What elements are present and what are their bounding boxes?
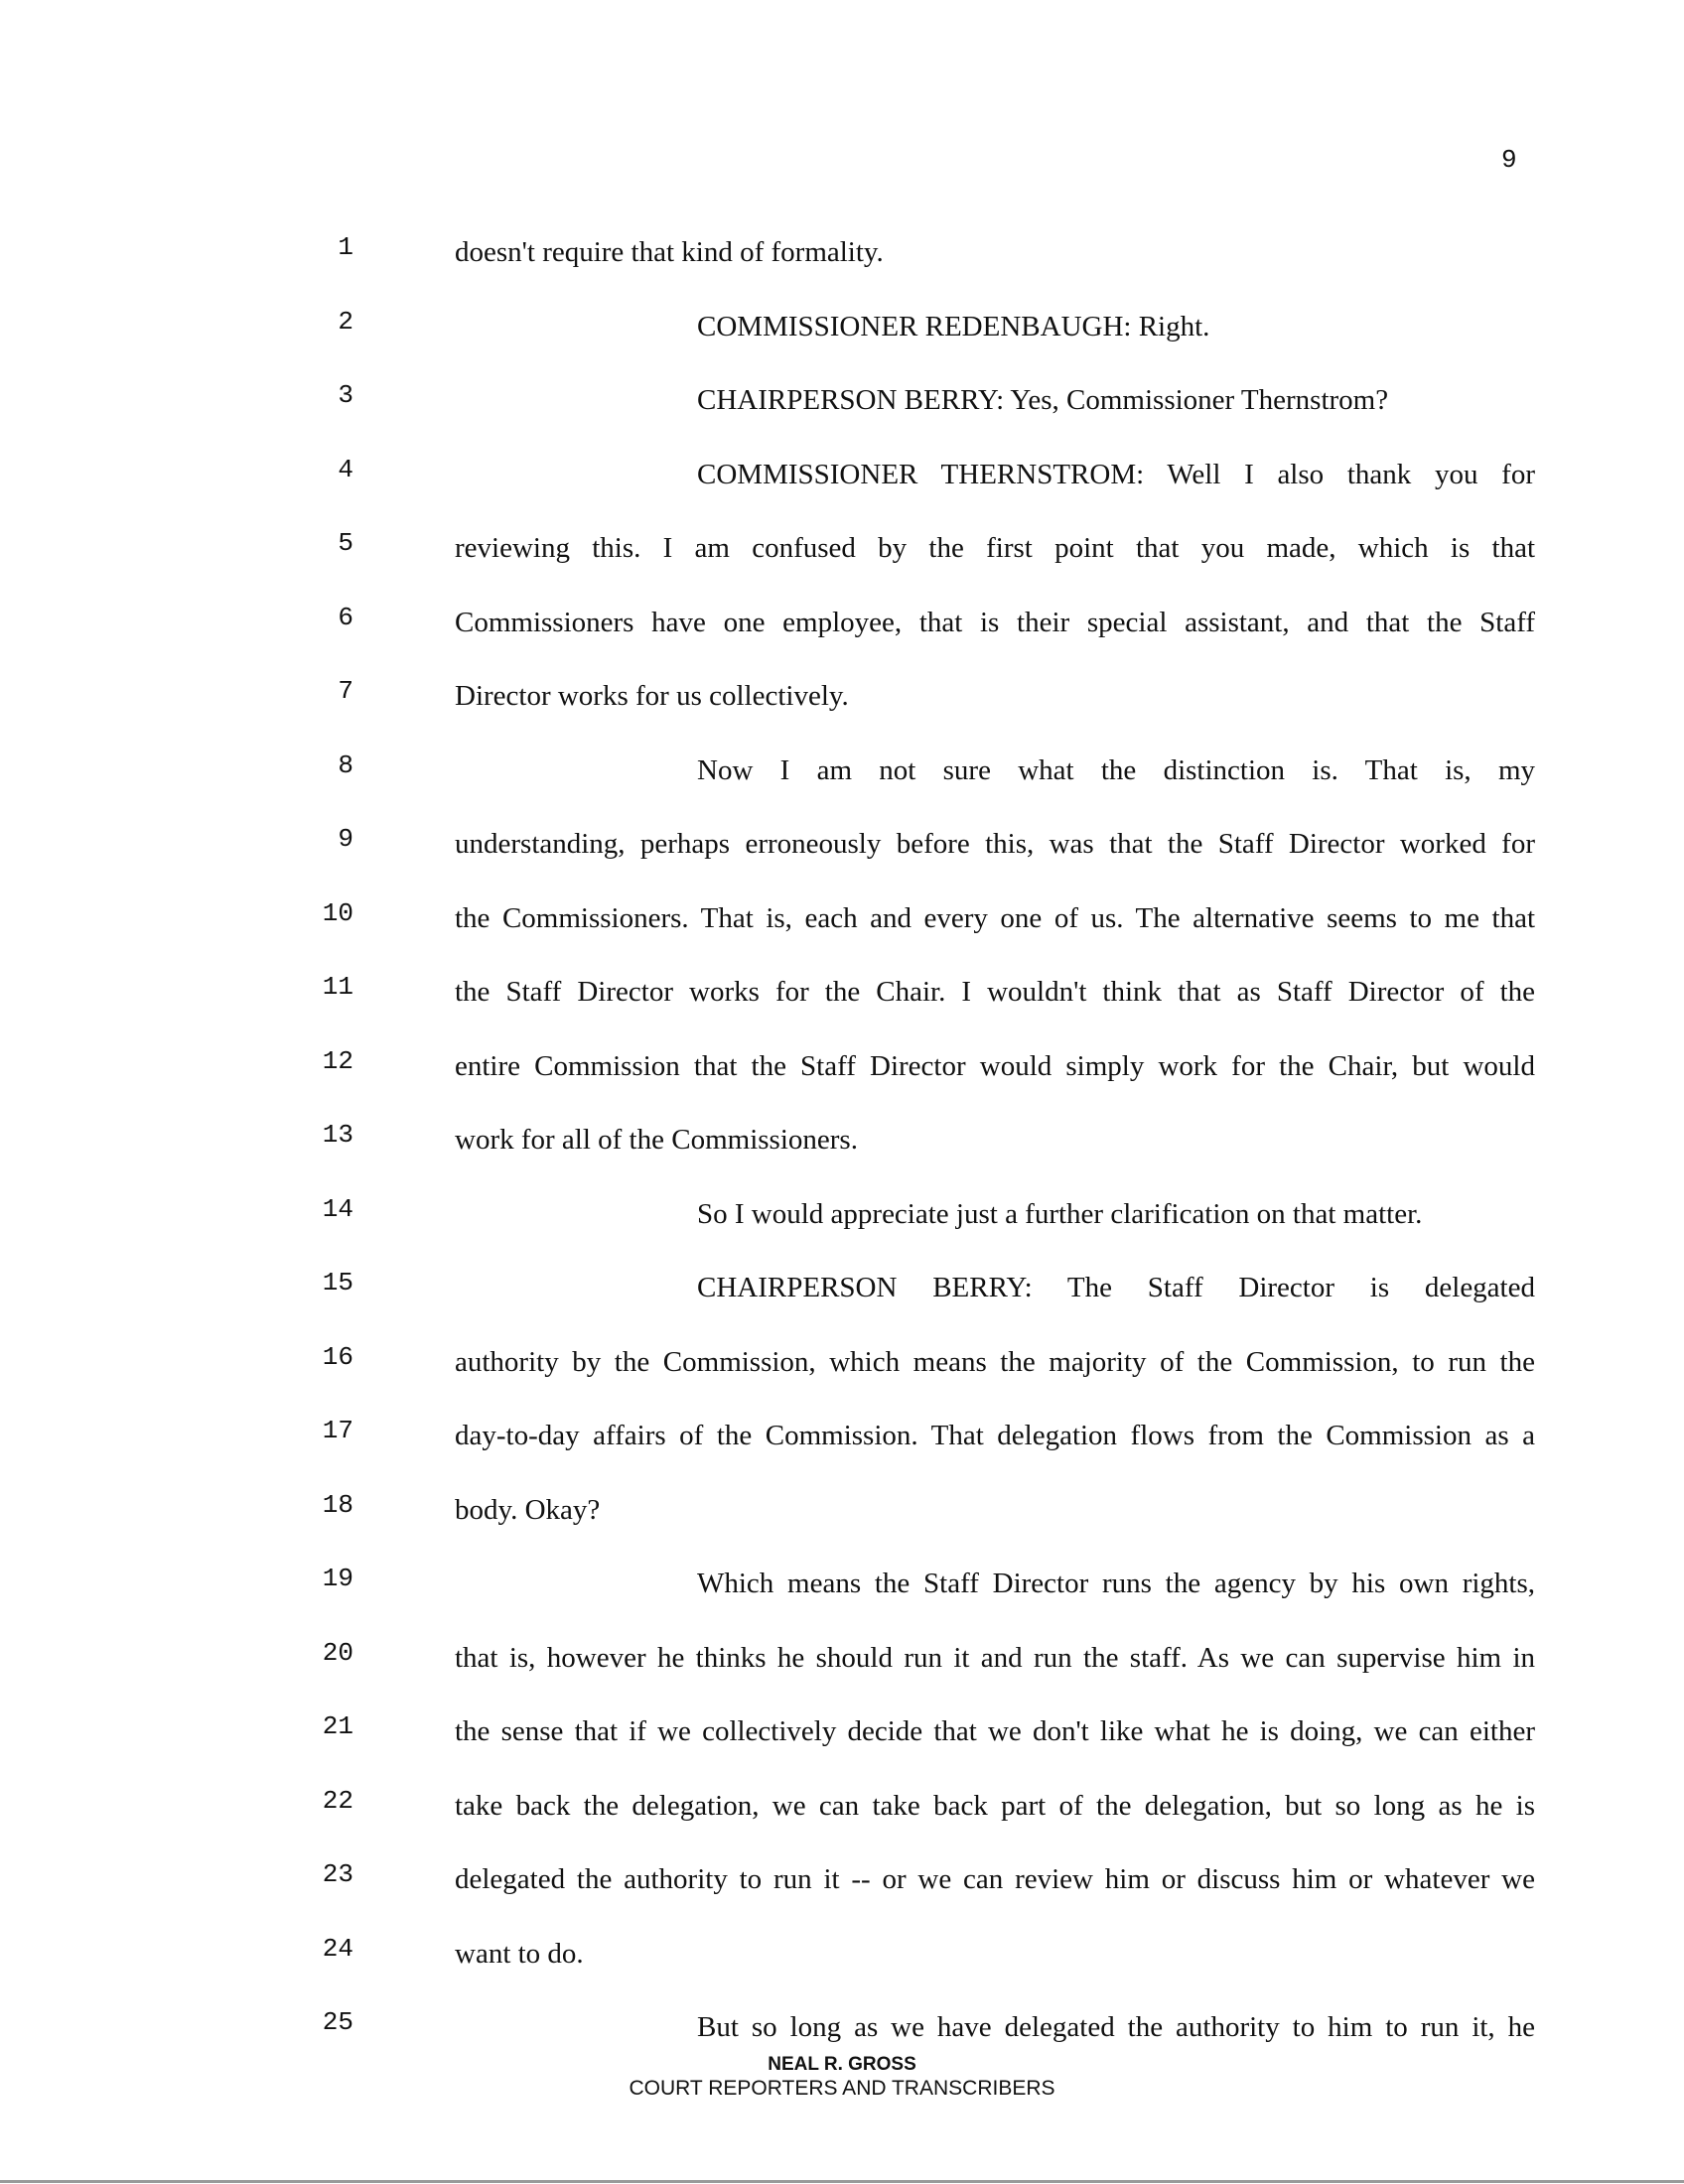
- line-text: that is, however he thinks he should run it and run the staff. As we can supervise him in: [455, 1641, 1535, 1674]
- transcript-line: [0, 224, 1684, 299]
- transcript-line: [0, 964, 1684, 1038]
- transcript-line: [0, 1334, 1684, 1409]
- transcript-body: [0, 224, 1684, 2074]
- line-text: take back the delegation, we can take back part of the delegation, but so long as he is: [455, 1789, 1535, 1822]
- line-number: 8: [338, 750, 353, 780]
- line-number: 21: [322, 1711, 353, 1741]
- transcript-line: [0, 447, 1684, 521]
- transcript-line: [0, 1482, 1684, 1557]
- transcript-line: [0, 520, 1684, 595]
- line-text: COMMISSIONER REDENBAUGH: Right.: [697, 310, 1210, 342]
- line-number: 20: [322, 1637, 353, 1668]
- line-text: understanding, perhaps erroneously before this, was that the Staff Director worked for: [455, 828, 1535, 860]
- transcript-line: [0, 372, 1684, 447]
- transcript-line: [0, 1926, 1684, 2000]
- line-text: CHAIRPERSON BERRY: Yes, Commissioner Thernstrom?: [697, 384, 1389, 416]
- line-text: doesn't require that kind of formality.: [455, 236, 884, 268]
- transcript-line: [0, 816, 1684, 890]
- line-number: 18: [322, 1489, 353, 1520]
- line-number: 3: [338, 380, 353, 410]
- transcript-line: [0, 1851, 1684, 1926]
- line-number: 16: [322, 1341, 353, 1372]
- line-number: 14: [322, 1193, 353, 1224]
- page-number: 9: [1501, 145, 1517, 175]
- line-number: 15: [322, 1268, 353, 1297]
- line-number: 13: [322, 1120, 353, 1150]
- line-text: But so long as we have delegated the authority to him to run it, he: [697, 2011, 1535, 2043]
- line-text: Which means the Staff Director runs the agency by his own rights,: [697, 1568, 1535, 1599]
- transcript-line: [0, 1260, 1684, 1334]
- line-text: want to do.: [455, 1937, 584, 1970]
- transcript-line: [0, 743, 1684, 817]
- line-text: Director works for us collectively.: [455, 680, 849, 712]
- line-text: body. Okay?: [455, 1493, 601, 1526]
- line-number: 23: [322, 1859, 353, 1889]
- transcript-line: [0, 1778, 1684, 1852]
- transcript-line: [0, 1630, 1684, 1705]
- line-text: entire Commission that the Staff Director would simply work for the Chair, but would: [455, 1049, 1535, 1082]
- footer-reporter-subtitle: COURT REPORTERS AND TRANSCRIBERS: [629, 2077, 1055, 2100]
- transcript-line: [0, 668, 1684, 743]
- transcript-line: [0, 1038, 1684, 1113]
- line-number: 6: [338, 602, 353, 632]
- line-number: 17: [322, 1416, 353, 1445]
- line-number: 4: [338, 454, 353, 484]
- transcript-line: [0, 595, 1684, 669]
- footer: [0, 2053, 1684, 2101]
- bottom-rule: [0, 2180, 1684, 2183]
- line-text: CHAIRPERSON BERRY: The Staff Director is delegated: [697, 1272, 1535, 1303]
- line-text: So I would appreciate just a further clarification on that matter.: [697, 1197, 1423, 1230]
- line-text: authority by the Commission, which means the majority of the Commission, to run the: [455, 1345, 1535, 1378]
- line-number: 22: [322, 1785, 353, 1816]
- transcript-line: [0, 1186, 1684, 1261]
- line-number: 24: [322, 1933, 353, 1964]
- line-text: reviewing this. I am confused by the first point that you made, which is that: [455, 532, 1535, 564]
- line-text: Commissioners have one employee, that is their special assistant, and that the Staff: [455, 606, 1535, 638]
- line-text: COMMISSIONER THERNSTROM: Well I also thank you for: [697, 458, 1535, 490]
- line-text: Now I am not sure what the distinction is. That is, my: [697, 753, 1535, 786]
- line-text: the Commissioners. That is, each and every one of us. The alternative seems to me that: [455, 901, 1535, 934]
- transcript-line: [0, 1704, 1684, 1778]
- line-text: delegated the authority to run it -- or we can review him or discuss him or whatever we: [455, 1863, 1535, 1895]
- line-text: day-to-day affairs of the Commission. That delegation flows from the Commission as a: [455, 1420, 1535, 1451]
- line-text: the sense that if we collectively decide that we don't like what he is doing, we can either: [455, 1715, 1535, 1747]
- transcript-line: [0, 1556, 1684, 1630]
- line-number: 10: [322, 897, 353, 928]
- line-number: 12: [322, 1045, 353, 1076]
- line-number: 2: [338, 306, 353, 337]
- line-number: 7: [338, 676, 353, 706]
- line-text: work for all of the Commissioners.: [455, 1124, 858, 1156]
- line-number: 11: [322, 972, 353, 1002]
- line-number: 1: [338, 232, 353, 262]
- transcript-line: [0, 1112, 1684, 1186]
- transcript-line: [0, 1408, 1684, 1482]
- transcript-line: [0, 299, 1684, 373]
- line-number: 19: [322, 1564, 353, 1593]
- line-number: 25: [322, 2007, 353, 2037]
- line-number: 9: [338, 824, 353, 854]
- transcript-line: [0, 890, 1684, 965]
- footer-reporter-name: NEAL R. GROSS: [768, 2054, 916, 2075]
- line-number: 5: [338, 528, 353, 558]
- line-text: the Staff Director works for the Chair. I wouldn't think that as Staff Director of the: [455, 976, 1535, 1008]
